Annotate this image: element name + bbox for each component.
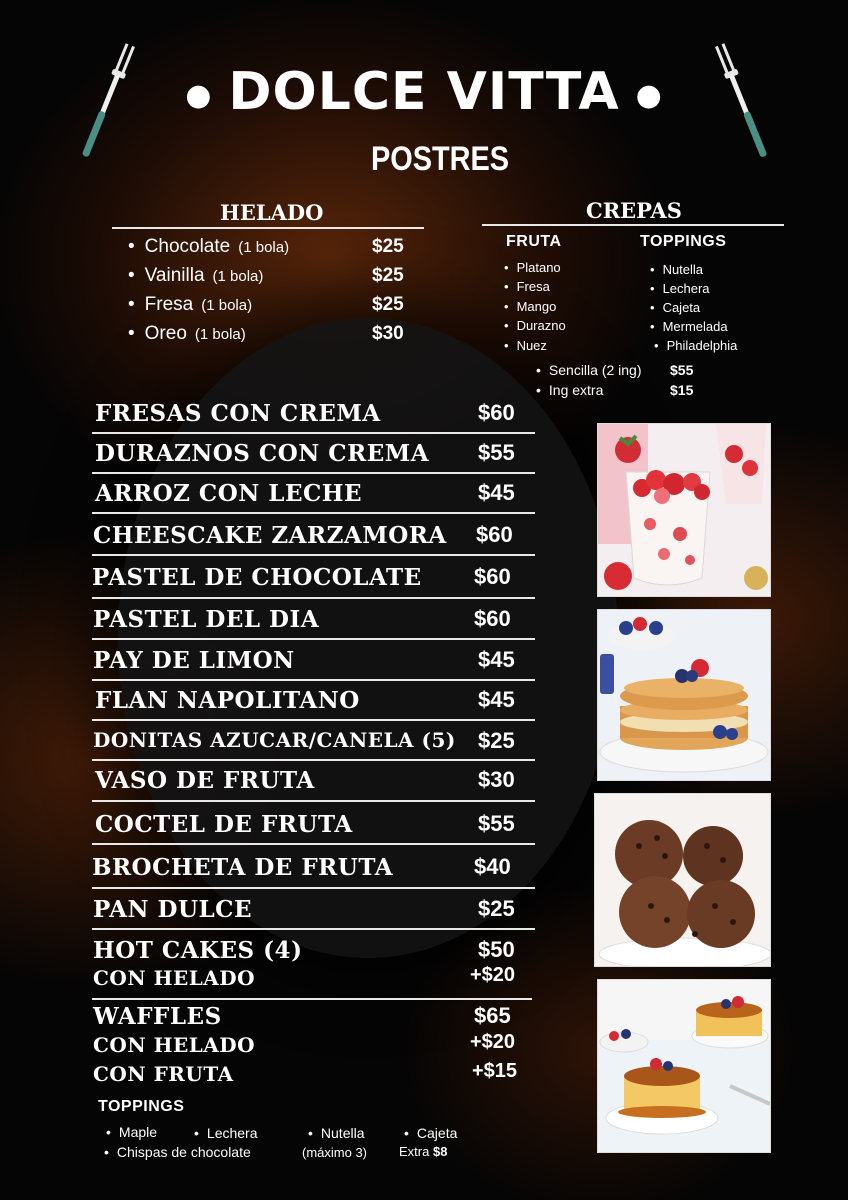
crepa-fruta-item: • Nuez xyxy=(504,338,547,353)
dish-price: $25 xyxy=(478,896,515,921)
crepas-toppings-label: TOPPINGS xyxy=(640,233,727,250)
helado-item-price: $25 xyxy=(372,294,404,315)
dish-divider xyxy=(92,928,535,930)
dish-divider xyxy=(92,998,532,1000)
photo-helado-chocolate xyxy=(594,793,771,967)
dish-name: DURAZNOS CON CREMA xyxy=(95,440,430,467)
photo-hot-cakes xyxy=(597,609,771,781)
crepa-topping-item: • Mermelada xyxy=(650,319,728,334)
crepa-topping-item: • Lechera xyxy=(650,281,710,296)
dish-name: PAN DULCE xyxy=(93,896,253,923)
dish-divider xyxy=(92,679,535,681)
crepa-sencilla-price: $55 xyxy=(670,362,694,378)
dish-name: PAY DE LIMON xyxy=(93,647,295,674)
helado-item-note: (1 bola) xyxy=(194,326,246,343)
dish-name: FRESAS CON CREMA xyxy=(95,400,381,427)
menu-title xyxy=(0,62,848,122)
dish-price: $60 xyxy=(476,522,513,547)
waffles-helado-name: CON HELADO xyxy=(93,1033,256,1057)
helado-item-name: Oreo xyxy=(144,323,187,344)
dish-name: CHEESCAKE ZARZAMORA xyxy=(93,522,447,549)
topping-item: • Lechera xyxy=(194,1125,258,1141)
helado-item-name: Fresa xyxy=(144,294,194,315)
dish-price: $45 xyxy=(478,687,515,712)
dish-name: FLAN NAPOLITANO xyxy=(95,687,360,714)
dish-divider xyxy=(92,759,535,761)
helado-item: • Vainilla (1 bola) xyxy=(128,265,264,286)
helado-item-price: $30 xyxy=(372,323,404,344)
photo-flan xyxy=(597,979,771,1153)
dish-name: COCTEL DE FRUTA xyxy=(95,811,353,838)
helado-heading: HELADO xyxy=(220,200,324,225)
crepa-fruta-item: • Durazno xyxy=(504,318,566,333)
topping-item: • Cajeta xyxy=(404,1125,458,1141)
waffles-helado-price: +$20 xyxy=(470,1031,516,1053)
photo-fresas-con-crema xyxy=(597,423,771,597)
toppings-extra: Extra $8 xyxy=(399,1144,448,1159)
helado-item-note: (1 bola) xyxy=(212,268,264,285)
dish-name: PASTEL DEL DIA xyxy=(93,606,320,633)
dish-price: $60 xyxy=(474,564,511,589)
helado-item: • Oreo (1 bola) xyxy=(128,323,246,344)
dish-price: $45 xyxy=(478,647,515,672)
crepa-fruta-item: • Mango xyxy=(504,299,557,314)
dish-divider xyxy=(92,843,535,845)
dish-price: $55 xyxy=(478,440,515,465)
helado-item-price: $25 xyxy=(372,236,404,257)
helado-item-note: (1 bola) xyxy=(238,239,290,256)
dish-divider xyxy=(92,597,535,599)
menu-title-text: DOLCE VITTA xyxy=(228,62,620,122)
dish-price: $55 xyxy=(478,811,515,836)
menu-subtitle: POSTRES xyxy=(370,140,510,178)
helado-item: • Fresa (1 bola) xyxy=(128,294,253,315)
dish-price: $25 xyxy=(478,728,515,753)
crepas-heading: CREPAS xyxy=(586,198,682,223)
topping-item: • Nutella xyxy=(308,1125,365,1141)
crepa-fruta-item: • Fresa xyxy=(504,279,550,294)
dish-name: VASO DE FRUTA xyxy=(95,767,315,794)
hotcakes-name: HOT CAKES (4) xyxy=(93,937,303,964)
dish-price: $60 xyxy=(474,606,511,631)
dish-divider xyxy=(92,472,535,474)
waffles-fruta-price: +$15 xyxy=(472,1060,518,1082)
crepas-fruta-label: FRUTA xyxy=(506,233,562,250)
dish-divider xyxy=(92,887,535,889)
dish-price: $30 xyxy=(478,767,515,792)
hotcakes-extra-name: CON HELADO xyxy=(93,966,256,990)
dish-divider xyxy=(92,800,535,802)
toppings-label: TOPPINGS xyxy=(98,1098,185,1115)
topping-item: • Maple xyxy=(106,1124,158,1140)
dish-name: PASTEL DE CHOCOLATE xyxy=(92,564,422,591)
dish-divider xyxy=(92,554,535,556)
helado-item-name: Chocolate xyxy=(144,236,231,257)
bullet-icon: ● xyxy=(185,77,213,113)
toppings-extra-price: $8 xyxy=(432,1144,448,1159)
dish-divider xyxy=(92,638,535,640)
helado-item-name: Vainilla xyxy=(144,265,205,286)
helado-rule xyxy=(112,227,424,229)
crepa-extra-price: $15 xyxy=(670,382,694,398)
topping-item: • Chispas de chocolate xyxy=(104,1144,251,1160)
dish-divider xyxy=(92,719,535,721)
dish-price: $60 xyxy=(478,400,515,425)
hotcakes-extra-price: +$20 xyxy=(470,964,516,986)
waffles-fruta-name: CON FRUTA xyxy=(93,1062,234,1086)
dish-price: $45 xyxy=(478,480,515,505)
waffles-name: WAFFLES xyxy=(93,1003,222,1030)
crepas-rule xyxy=(482,224,784,226)
crepa-topping-item: • Nutella xyxy=(650,262,704,277)
hotcakes-price: $50 xyxy=(478,937,515,962)
crepa-fruta-item: • Platano xyxy=(504,260,561,275)
dish-name: DONITAS AZUCAR/CANELA (5) xyxy=(93,728,456,752)
toppings-note: (máximo 3) xyxy=(302,1145,368,1160)
crepa-sencilla: • Sencilla (2 ing) $55 xyxy=(536,362,694,378)
dish-name: BROCHETA DE FRUTA xyxy=(92,854,394,881)
helado-item: • Chocolate (1 bola) xyxy=(128,236,290,257)
crepa-topping-item: • Philadelphia xyxy=(654,338,738,353)
dish-price: $40 xyxy=(474,854,511,879)
dish-name: ARROZ CON LECHE xyxy=(95,480,363,507)
helado-item-price: $25 xyxy=(372,265,404,286)
crepa-extra: • Ing extra $15 xyxy=(536,382,694,398)
crepa-topping-item: • Cajeta xyxy=(650,300,701,315)
dish-divider xyxy=(92,512,535,514)
dish-divider xyxy=(92,432,535,434)
waffles-price: $65 xyxy=(474,1003,511,1028)
helado-item-note: (1 bola) xyxy=(201,297,253,314)
bullet-icon: ● xyxy=(635,77,663,113)
